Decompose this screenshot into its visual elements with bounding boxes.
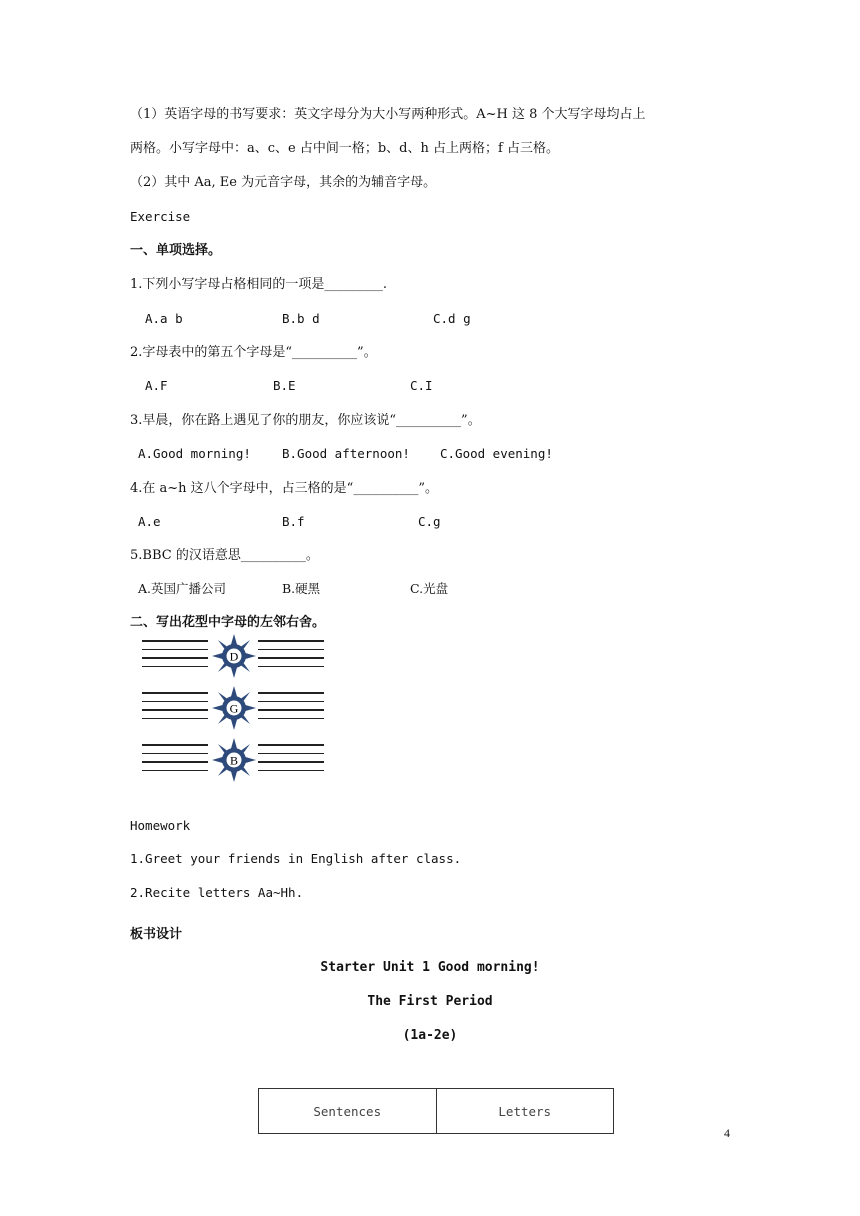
board-title-2: The First Period <box>367 994 493 1009</box>
section1-title: 一、单项选择。 <box>130 243 222 258</box>
question-3: 3.早晨，你在路上遇见了你的朋友，你应该说“__________”。 <box>130 413 481 428</box>
flower-row-3 <box>142 738 324 786</box>
q2-option-b: B.E <box>273 378 296 393</box>
section2-title: 二、写出花型中字母的左邻右舍。 <box>130 615 326 630</box>
right-writing-lines <box>258 640 324 674</box>
flower-row-2 <box>142 686 324 734</box>
table-header-letters: Letters <box>436 1089 614 1134</box>
table-header-sentences: Sentences <box>259 1089 437 1134</box>
flower-letter: D <box>229 649 239 664</box>
q5-option-c: C.光盘 <box>410 581 449 596</box>
flower-row-1 <box>142 634 324 682</box>
left-writing-lines <box>142 640 208 674</box>
left-writing-lines <box>142 744 208 778</box>
note-line-2: 两格。小写字母中：a、c、e 占中间一格；b、d、h 占上两格；f 占三格。 <box>130 141 559 156</box>
q1-option-a: A.a b <box>145 311 183 326</box>
q3-option-b: B.Good afternoon! <box>282 446 410 461</box>
flower-icon <box>212 738 256 782</box>
q5-option-b: B.硬黑 <box>282 581 321 596</box>
q2-option-a: A.F <box>145 378 168 393</box>
question-5: 5.BBC 的汉语意思__________。 <box>130 548 319 563</box>
q4-option-a: A.e <box>138 514 161 529</box>
board-title-1: Starter Unit 1 Good morning! <box>320 960 540 975</box>
right-writing-lines <box>258 744 324 778</box>
note-line-1: （1）英语字母的书写要求：英文字母分为大小写两种形式。A~H 这 8 个大写字母均占上 <box>130 107 646 122</box>
flower-icon <box>212 634 256 678</box>
question-4: 4.在 a~h 这八个字母中，占三格的是“__________”。 <box>130 481 438 496</box>
right-writing-lines <box>258 692 324 726</box>
page-number: 4 <box>724 1126 730 1140</box>
question-2: 2.字母表中的第五个字母是“__________”。 <box>130 345 377 360</box>
q1-option-c: C.d g <box>433 311 471 326</box>
homework-item-1: 1.Greet your friends in English after class. <box>130 851 462 866</box>
board-title-3: (1a-2e) <box>402 1028 458 1043</box>
board-table <box>258 1088 614 1134</box>
q4-option-c: C.g <box>418 514 441 529</box>
flower-letter: B <box>229 753 239 768</box>
board-label: 板书设计 <box>130 927 183 942</box>
note-line-3: （2）其中 Aa, Ee 为元音字母，其余的为辅音字母。 <box>130 175 437 190</box>
q1-option-b: B.b d <box>282 311 320 326</box>
table-row <box>259 1089 614 1134</box>
q5-option-a: A.英国广播公司 <box>138 581 227 596</box>
q2-option-c: C.I <box>410 378 433 393</box>
left-writing-lines <box>142 692 208 726</box>
q4-option-b: B.f <box>282 514 305 529</box>
q3-option-c: C.Good evening! <box>440 446 553 461</box>
exercise-label: Exercise <box>130 209 191 224</box>
homework-label: Homework <box>130 818 191 833</box>
flower-letter: G <box>229 701 239 716</box>
q3-option-a: A.Good morning! <box>138 446 251 461</box>
question-1: 1.下列小写字母占格相同的一项是_________. <box>130 277 388 292</box>
homework-item-2: 2.Recite letters Aa~Hh. <box>130 885 304 900</box>
flower-icon <box>212 686 256 730</box>
